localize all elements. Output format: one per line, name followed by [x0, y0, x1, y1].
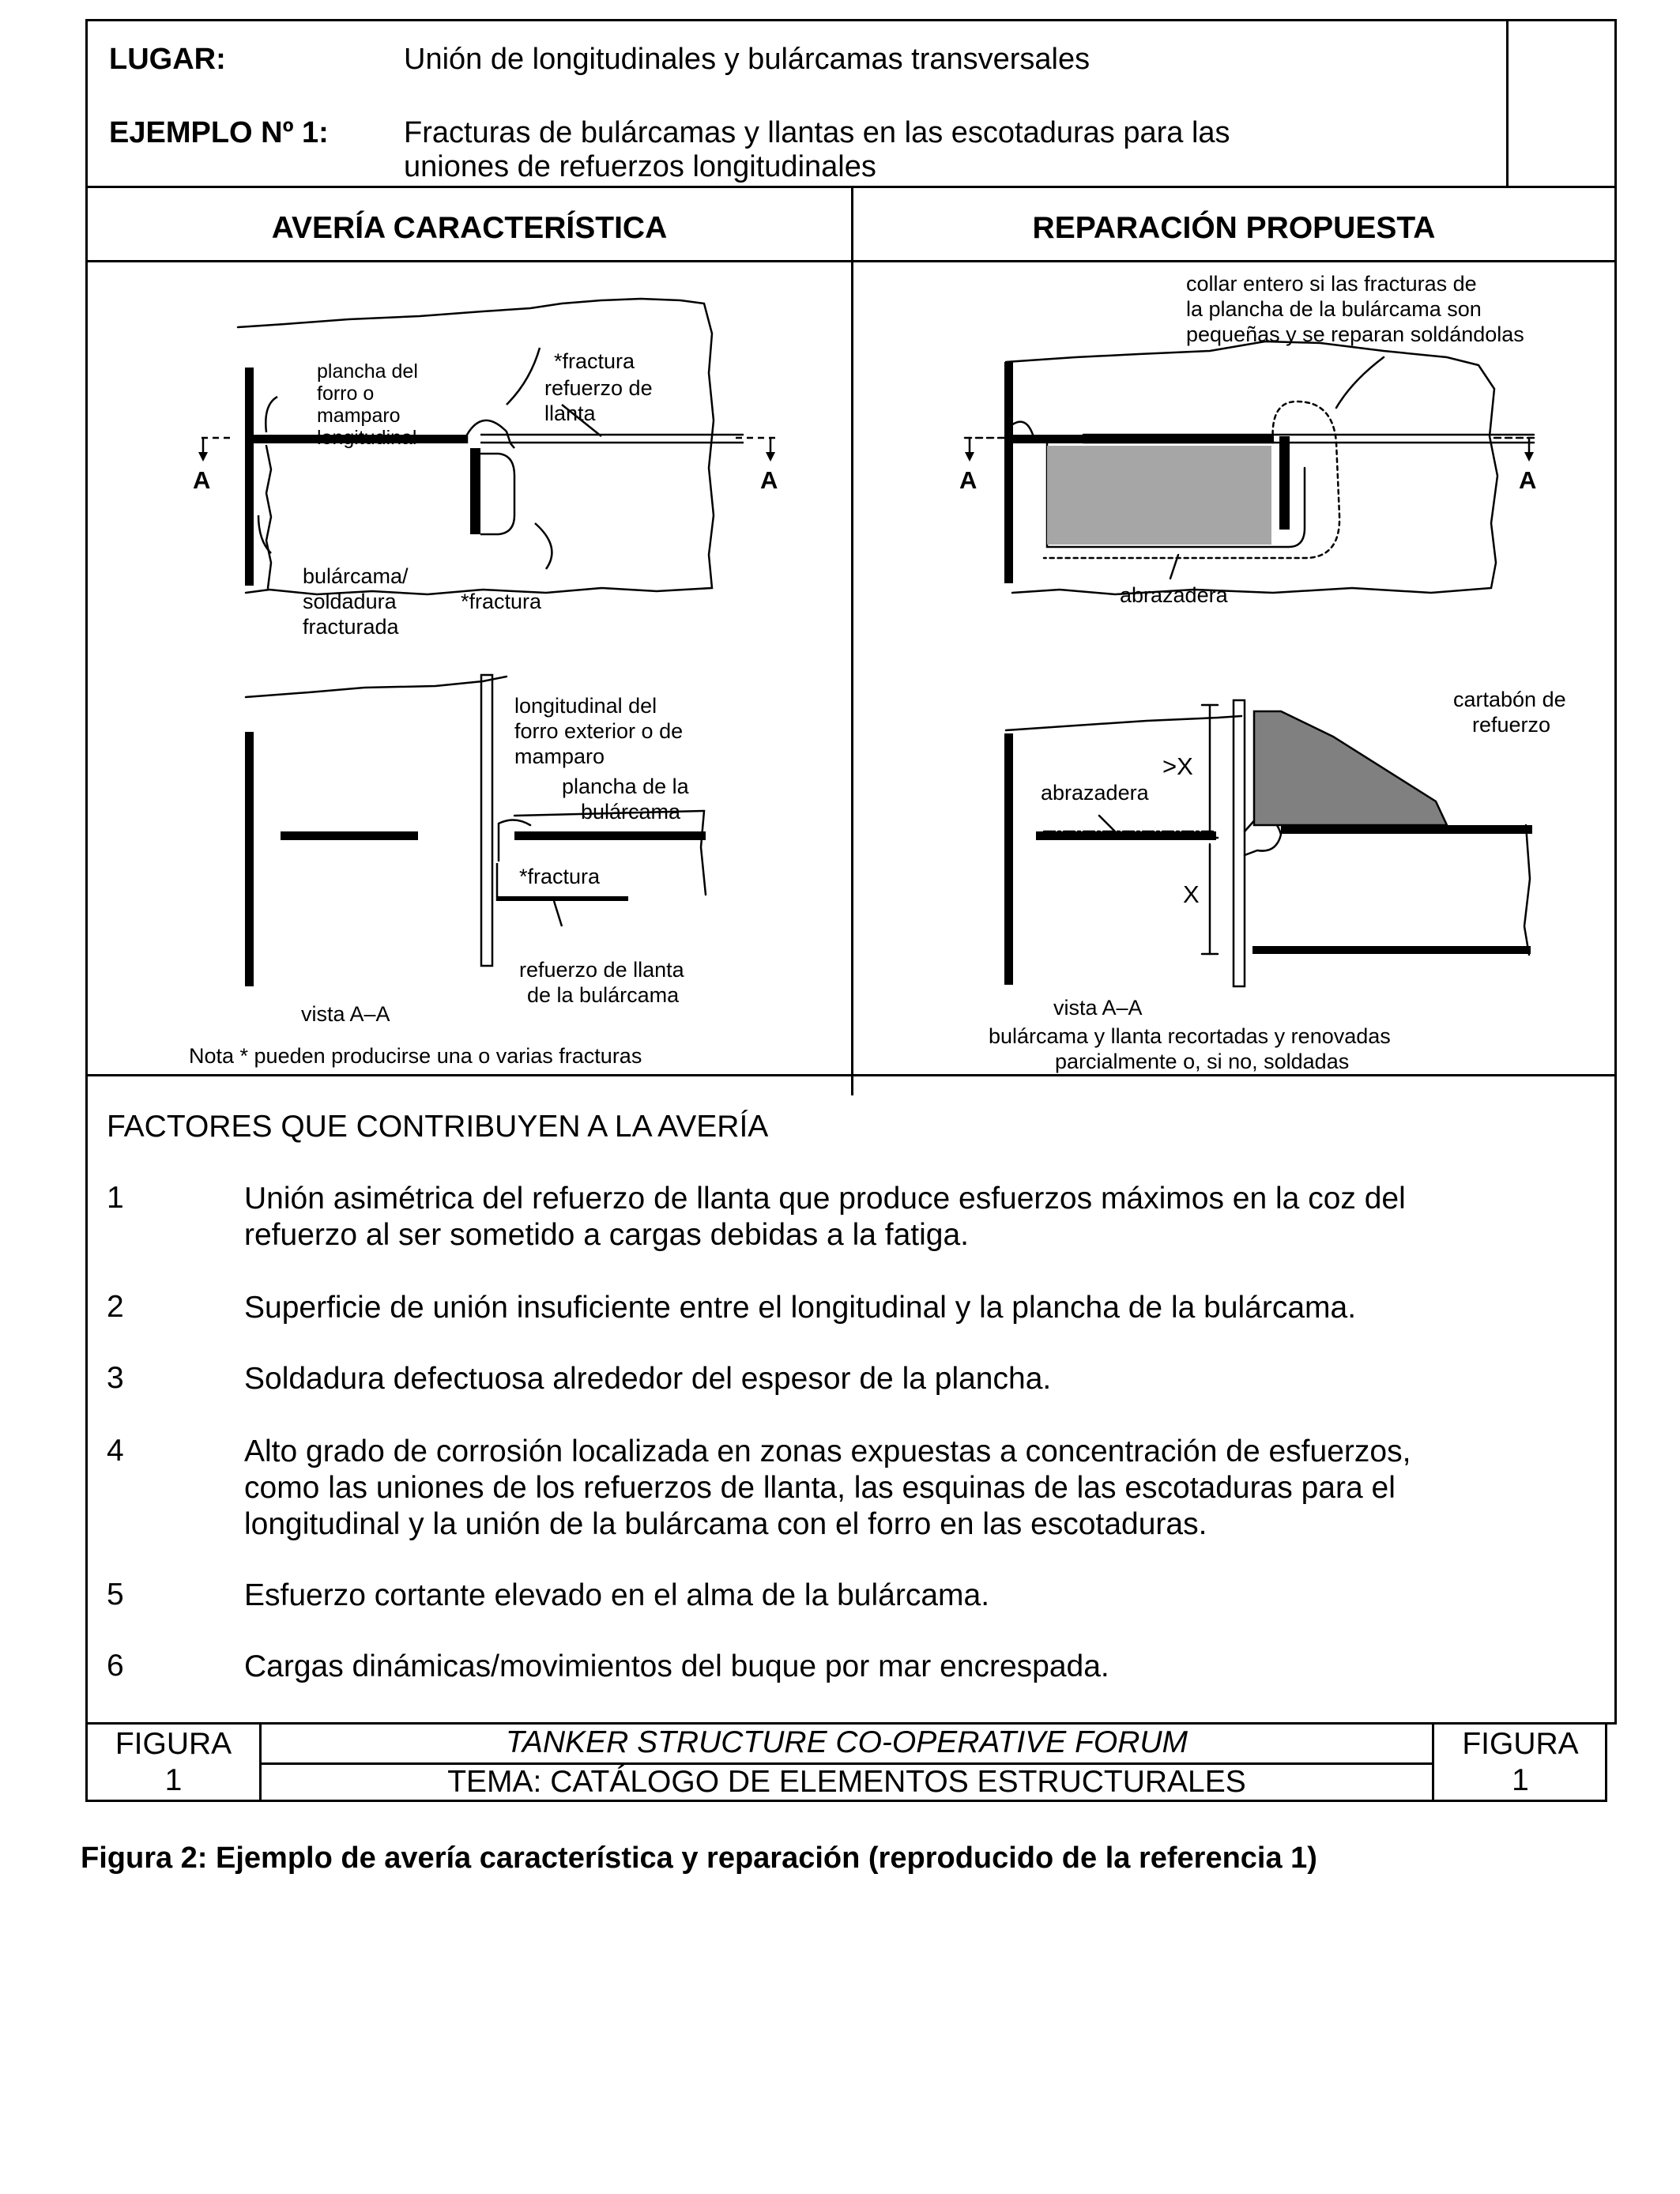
- right-bottom-label-x-lower: X: [1183, 880, 1200, 908]
- right-bottom-label-vista: vista A–A: [1053, 996, 1143, 1020]
- left-top-label-bularcama-3: fracturada: [303, 615, 399, 639]
- footer-tema: TEMA: CATÁLOGO DE ELEMENTOS ESTRUCTURALES: [447, 1765, 1246, 1799]
- left-bottom-label-long-3: mamparo: [514, 745, 605, 768]
- left-top-leader-bularcama: [258, 515, 271, 553]
- left-top-label-refuerzo-2: llanta: [544, 401, 596, 425]
- left-bottom-fracture-lines: [499, 820, 530, 861]
- factor-number: 1: [107, 1181, 124, 1215]
- factor-line: longitudinal y la unión de la bulárcama con el forro en las escotaduras.: [244, 1507, 1207, 1541]
- right-top-leader-collar: [1336, 357, 1384, 408]
- left-bottom-label-refuerzo-1: refuerzo de llanta: [519, 958, 684, 982]
- factor-text: [244, 1181, 1603, 1253]
- lugar-label: LUGAR:: [109, 43, 226, 76]
- right-bottom-web-right: [1281, 825, 1532, 834]
- right-top-label-abrazadera: abrazadera: [1120, 583, 1228, 607]
- factor-number: 2: [107, 1290, 124, 1324]
- right-bottom-plate-outline: [1006, 716, 1241, 730]
- ejemplo-label: EJEMPLO Nº 1:: [109, 116, 329, 149]
- factor-line: Esfuerzo cortante elevado en el alma de la bulárcama.: [244, 1578, 990, 1612]
- footer-table: [85, 1725, 1607, 1802]
- ejemplo-value-line1: Fracturas de bulárcamas y llantas en las escotaduras para las: [404, 116, 1230, 149]
- right-bottom-leader-abrazadera: [1099, 816, 1115, 831]
- left-bottom-label-fractura: *fractura: [519, 865, 601, 888]
- factors-title: FACTORES QUE CONTRIBUYEN A LA AVERÍA: [107, 1110, 769, 1144]
- factor-number: 4: [107, 1434, 124, 1468]
- left-bottom-nota: Nota * pueden producirse una o varias fracturas: [189, 1044, 642, 1068]
- left-bottom-web-right: [514, 831, 706, 840]
- left-bottom-label-plancha-2: bulárcama: [581, 800, 681, 824]
- footer-figura-left-label: FIGURA: [115, 1727, 232, 1761]
- left-top-plate-outline: [238, 299, 714, 594]
- footer-figura-left: [88, 1725, 262, 1800]
- footer-center: [262, 1725, 1434, 1800]
- header-divider: [1506, 21, 1509, 186]
- right-bottom-label-renovadas-2: parcialmente o, si no, soldadas: [1055, 1050, 1350, 1073]
- left-top-arrow-left: [198, 452, 208, 462]
- right-bottom-shell-plate: [1004, 733, 1013, 985]
- left-top-edge-wave: [266, 446, 271, 588]
- right-bottom-label-x-upper: >X: [1162, 752, 1193, 780]
- left-top-leader-plancha: [266, 397, 277, 432]
- lugar-value: Unión de longitudinales y bulárcamas transversales: [404, 43, 1090, 76]
- right-top-marker-a-right: A: [1519, 466, 1537, 494]
- left-top-label-plancha-4: longitudinal: [317, 427, 417, 449]
- right-bottom-label-abrazadera: abrazadera: [1041, 781, 1149, 805]
- factor-text: [244, 1361, 1603, 1397]
- factor-number: 5: [107, 1578, 124, 1612]
- right-top-arrow-left: [965, 452, 974, 462]
- left-top-cutout: [480, 454, 514, 534]
- left-top-marker-a-right: A: [760, 466, 778, 494]
- left-top-label-plancha-1: plancha del: [317, 360, 418, 383]
- left-top-leader-fractura: [507, 348, 540, 405]
- left-top-label-bularcama-1: bulárcama/: [303, 564, 409, 588]
- ejemplo-value-line2: uniones de refuerzos longitudinales: [404, 150, 876, 183]
- left-top-label-plancha-3: mamparo: [317, 405, 401, 427]
- right-top-shell-plate: [1004, 362, 1013, 583]
- factor-line: Alto grado de corrosión localizada en zonas expuestas a concentración de esfuerzos,: [244, 1434, 1411, 1468]
- left-bottom-web-left: [281, 831, 418, 840]
- right-bottom-label-cartabon-1: cartabón de: [1453, 688, 1566, 711]
- left-bottom-shell-plate: [245, 732, 254, 986]
- left-top-flat-bar: [470, 448, 480, 534]
- right-top-longitudinal-flange: [1013, 435, 1274, 443]
- factor-number: 6: [107, 1649, 124, 1683]
- left-bottom-label-long-1: longitudinal del: [514, 694, 657, 718]
- factor-line: Unión asimétrica del refuerzo de llanta que produce esfuerzos máximos en la coz del: [244, 1182, 1406, 1216]
- factor-line: Cargas dinámicas/movimientos del buque por mar encrespada.: [244, 1649, 1109, 1683]
- right-top-collar-fill: [1047, 446, 1271, 545]
- right-top-flat-bar: [1279, 436, 1290, 530]
- diagram-area: [88, 262, 1614, 1074]
- factor-number: 3: [107, 1361, 124, 1395]
- left-bottom-label-long-2: forro exterior o de: [514, 719, 684, 743]
- factor-text: [244, 1578, 1603, 1614]
- right-bottom-label-cartabon-2: refuerzo: [1472, 713, 1551, 737]
- factor-text: [244, 1649, 1603, 1685]
- footer-figura-right-label: FIGURA: [1462, 1727, 1579, 1761]
- left-top-label-plancha-2: forro o: [317, 383, 375, 405]
- left-top-marker-a-left: A: [193, 466, 211, 494]
- left-bottom-longitudinal: [481, 675, 492, 966]
- footer-figura-left-number: 1: [164, 1763, 183, 1797]
- right-bottom-flat-bar: [1252, 946, 1531, 954]
- factor-line: Soldadura defectuosa alrededor del espesor de la plancha.: [244, 1362, 1052, 1396]
- diagram-bottom-rule: [88, 1074, 1614, 1076]
- left-top-label-refuerzo-1: refuerzo de: [544, 376, 653, 400]
- right-top-arrow-right: [1524, 452, 1534, 462]
- left-bottom-label-refuerzo-2: de la bulárcama: [527, 983, 680, 1007]
- right-top-label-collar-2: la plancha de la bulárcama son: [1186, 297, 1482, 321]
- right-top-marker-a-left: A: [959, 466, 977, 494]
- right-bottom-longitudinal: [1234, 700, 1245, 986]
- left-bottom-plate-outline: [246, 677, 507, 697]
- column-title-right: REPARACIÓN PROPUESTA: [1032, 211, 1436, 245]
- right-top-label-collar-1: collar entero si las fracturas de: [1186, 272, 1477, 296]
- left-top-arrow-right: [766, 452, 775, 462]
- left-bottom-label-vista: vista A–A: [301, 1002, 390, 1026]
- right-bottom-bracket-fill: [1254, 711, 1447, 825]
- factor-line: refuerzo al ser sometido a cargas debidas a la fatiga.: [244, 1218, 970, 1252]
- left-top-label-fractura: *fractura: [554, 349, 635, 373]
- left-top-label-fractura-bottom: *fractura: [461, 590, 542, 613]
- footer-figura-right-number: 1: [1512, 1763, 1529, 1797]
- right-top-label-collar-3: pequeñas y se reparan soldándolas: [1186, 322, 1524, 346]
- factor-line: como las uniones de los refuerzos de llanta, las esquinas de las escotaduras para el: [244, 1471, 1396, 1505]
- factor-text: [244, 1290, 1603, 1326]
- left-bottom-flat-bar: [497, 896, 628, 901]
- right-bottom-label-renovadas-1: bulárcama y llanta recortadas y renovadas: [989, 1024, 1391, 1048]
- footer-forum-title: TANKER STRUCTURE CO-OPERATIVE FORUM: [262, 1725, 1432, 1765]
- factor-line: Superficie de unión insuficiente entre el longitudinal y la plancha de la bulárcama.: [244, 1291, 1357, 1325]
- column-title-left: AVERÍA CARACTERÍSTICA: [271, 211, 668, 245]
- right-bottom-web-outline-right: [1524, 825, 1530, 955]
- left-top-label-bularcama-2: soldadura: [303, 590, 397, 613]
- right-bottom-web-left: [1036, 831, 1216, 840]
- left-bottom-leader-refuerzo: [554, 901, 562, 926]
- figure-caption: Figura 2: Ejemplo de avería característica y reparación (reproducido de la referencia 1): [81, 1842, 1317, 1875]
- left-top-leader-fractura-bottom: [535, 523, 552, 569]
- left-top-shell-plate: [245, 368, 254, 586]
- left-bottom-label-plancha-1: plancha de la: [562, 775, 689, 798]
- footer-figura-right: [1434, 1725, 1607, 1800]
- factor-text: [244, 1434, 1603, 1543]
